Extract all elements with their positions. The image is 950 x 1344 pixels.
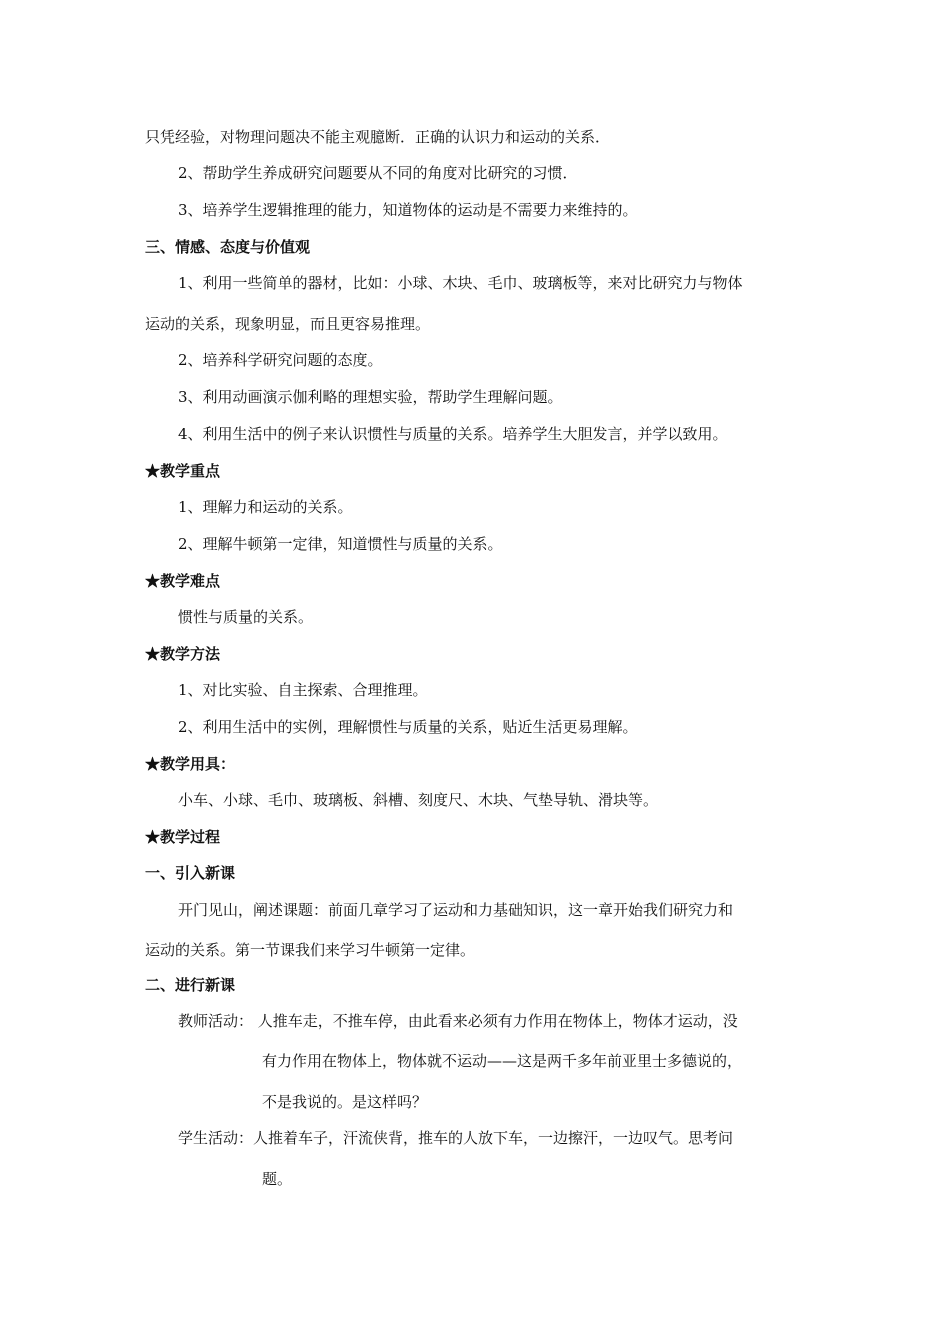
paragraph-text: 惯性与质量的关系。 <box>178 608 314 626</box>
paragraph-text: 题。 <box>262 1170 293 1188</box>
paragraph-text: 1、对比实验、自主探索、合理推理。 <box>178 681 428 699</box>
section-heading: ★教学难点 <box>145 572 221 590</box>
paragraph-text: 开门见山，阐述课题：前面几章学习了运动和力基础知识，这一章开始我们研究力和 <box>178 901 734 919</box>
paragraph-text: 1、理解力和运动的关系。 <box>178 498 353 516</box>
paragraph-text: 教师活动： 人推车走，不推车停，由此看来必须有力作用在物体上，物体才运动，没 <box>178 1012 738 1030</box>
section-heading: 一、引入新课 <box>145 864 236 882</box>
paragraph-text: 只凭经验，对物理问题决不能主观臆断．正确的认识力和运动的关系． <box>145 128 611 146</box>
section-heading: ★教学用具： <box>145 755 236 773</box>
paragraph-text: 3、利用动画演示伽利略的理想实验，帮助学生理解问题。 <box>178 388 563 406</box>
paragraph-text: 有力作用在物体上，物体就不运动——这是两千多年前亚里士多德说的， <box>262 1052 743 1070</box>
section-heading: 三、情感、态度与价值观 <box>145 238 311 256</box>
paragraph-text: 运动的关系，现象明显，而且更容易推理。 <box>145 315 431 333</box>
paragraph-text: 小车、小球、毛巾、玻璃板、斜槽、刻度尺、木块、气垫导轨、滑块等。 <box>178 791 659 809</box>
paragraph-text: 3、培养学生逻辑推理的能力，知道物体的运动是不需要力来维持的。 <box>178 201 638 219</box>
paragraph-text: 不是我说的。是这样吗？ <box>262 1093 428 1111</box>
paragraph-text: 4、利用生活中的例子来认识惯性与质量的关系。培养学生大胆发言，并学以致用。 <box>178 425 728 443</box>
paragraph-text: 2、利用生活中的实例，理解惯性与质量的关系，贴近生活更易理解。 <box>178 718 638 736</box>
paragraph-text: 1、利用一些简单的器材，比如：小球、木块、毛巾、玻璃板等，来对比研究力与物体 <box>178 274 743 292</box>
paragraph-text: 2、帮助学生养成研究问题要从不同的角度对比研究的习惯． <box>178 164 578 182</box>
paragraph-text: 2、理解牛顿第一定律，知道惯性与质量的关系。 <box>178 535 503 553</box>
section-heading: ★教学重点 <box>145 462 221 480</box>
section-heading: ★教学过程 <box>145 828 221 846</box>
section-heading: 二、进行新课 <box>145 976 236 994</box>
paragraph-text: 2、培养科学研究问题的态度。 <box>178 351 383 369</box>
section-heading: ★教学方法 <box>145 645 221 663</box>
paragraph-text: 学生活动：人推着车子，汗流侠背，推车的人放下车，一边擦汗，一边叹气。思考问 <box>178 1129 734 1147</box>
paragraph-text: 运动的关系。第一节课我们来学习牛顿第一定律。 <box>145 941 476 959</box>
